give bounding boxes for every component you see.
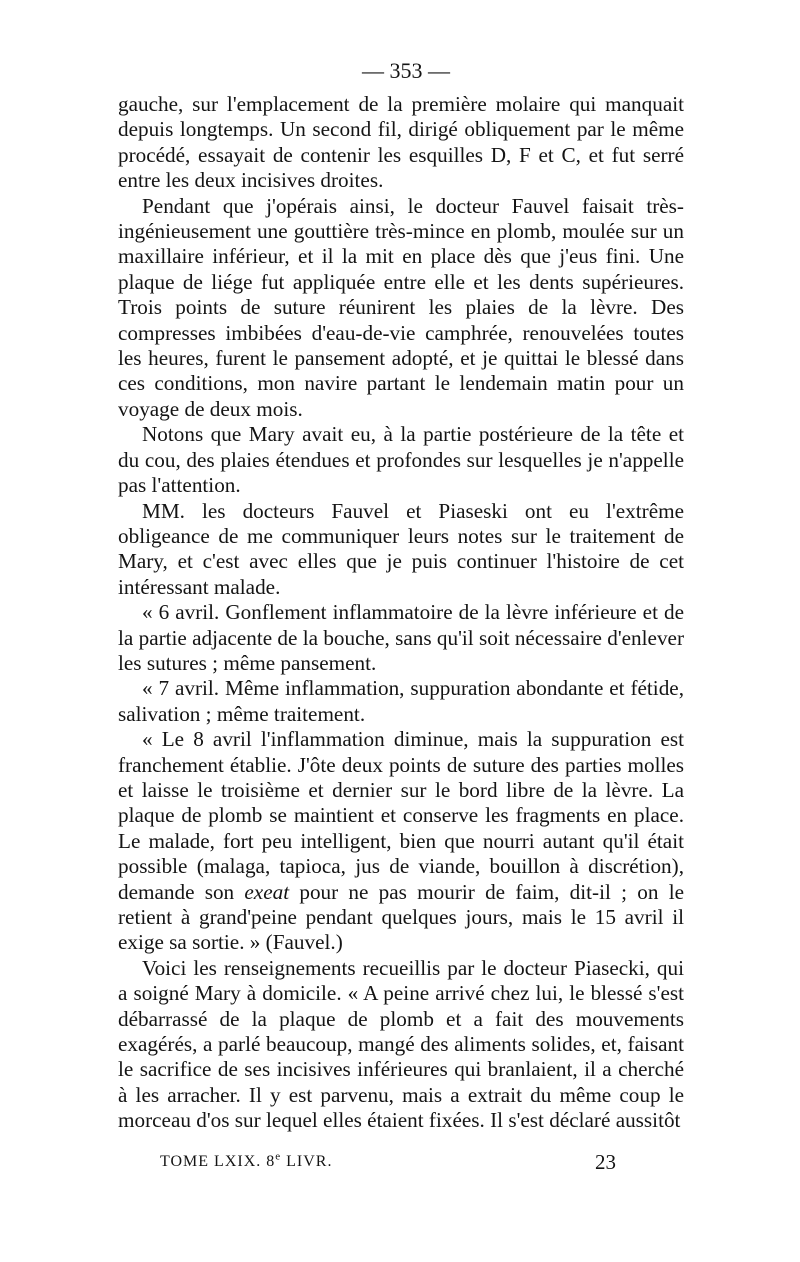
paragraph-6: « 7 avril. Même inflammation, suppuration abondante et fétide, salivation ; même traitement.	[118, 676, 684, 726]
paragraph-7	[118, 727, 684, 956]
signature-main: TOME LXIX. 8	[160, 1153, 276, 1170]
page-body	[118, 56, 684, 1134]
paragraph-5: « 6 avril. Gonflement inflammatoire de la lèvre inférieure et de la partie adjacente de la bouche, sans qu'il soit nécessaire d'enlever les sutures ; même pansement.	[118, 600, 684, 675]
paragraph-8: Voici les renseignements recueillis par le docteur Piasecki, qui a soigné Mary à domicile. « A peine arrivé chez lui, le blessé s'est débarrassé de la plaque de plomb et a fait des mouvements exagérés, a parlé beaucoup, mangé des aliments solides, et, faisant le sacrifice de ses incisives inférieures qui branlaient, il a cherché à les arracher. Il y est parvenu, mais a extrait du même coup le morceau d'os sur lequel elles étaient fixées. Il s'est déclaré aussitôt	[118, 955, 684, 1133]
paragraph-4: MM. les docteurs Fauvel et Piaseski ont eu l'extrême obligeance de me communiquer leurs notes sur le traitement de Mary, et c'est avec elles que je puis continuer l'histoire de cet intéressant malade.	[118, 498, 684, 599]
signature-tail: LIVR.	[281, 1153, 333, 1170]
paragraph-3: Notons que Mary avait eu, à la partie postérieure de la tête et du cou, des plaies étendues et profondes sur lesquelles je n'appelle pas l'attention.	[118, 422, 684, 498]
paragraph-7-text-before: « Le 8 avril l'inflammation diminue, mais la suppuration est franchement établie. J'ôte deux points de suture des parties molles et laisse le troisième et dernier sur le bord libre de la lèvre. La plaque de plomb se maintient et conserve les fragments en place. Le malade, fort peu intelligent, bien que nourri autant qu'il était possible (malaga, tapioca, jus de viande, bouillon à discrétion), demande son	[118, 727, 684, 904]
signature-mark	[160, 1150, 332, 1174]
paragraph-2: Pendant que j'opérais ainsi, le docteur Fauvel faisait très-ingénieusement une gouttière très-mince en plomb, moulée sur un maxillaire inférieur, et il la mit en place dès que j'eus fini. Une plaque de liége fut appliquée entre elle et les dents supérieures. Trois points de suture réunirent les plaies de la lèvre. Des compresses imbibées d'eau-de-vie camphrée, renouvelées toutes les heures, furent le pansement adopté, et je quittai le blessé dans ces conditions, mon navire partant le lendemain matin pour un voyage de deux mois.	[118, 193, 684, 421]
paragraph-1: gauche, sur l'emplacement de la première molaire qui manquait depuis longtemps. Un second fil, dirigé obliquement par le même procédé, essayait de contenir les esquilles D, F et C, et fut serré entre les deux incisives droites.	[118, 92, 684, 193]
folio-number: 23	[595, 1150, 616, 1174]
page-footer	[160, 1150, 616, 1174]
paragraph-7-text-after: pour ne pas mourir de faim, dit-il ; on le retient à grand'peine pendant quelques jours, mais le 15 avril il exige sa sortie. » (Fauvel.)	[118, 879, 684, 955]
emphasis-exeat: exeat	[244, 879, 290, 904]
signature-superscript: e	[275, 1150, 282, 1163]
page-number: — 353 —	[362, 58, 450, 83]
